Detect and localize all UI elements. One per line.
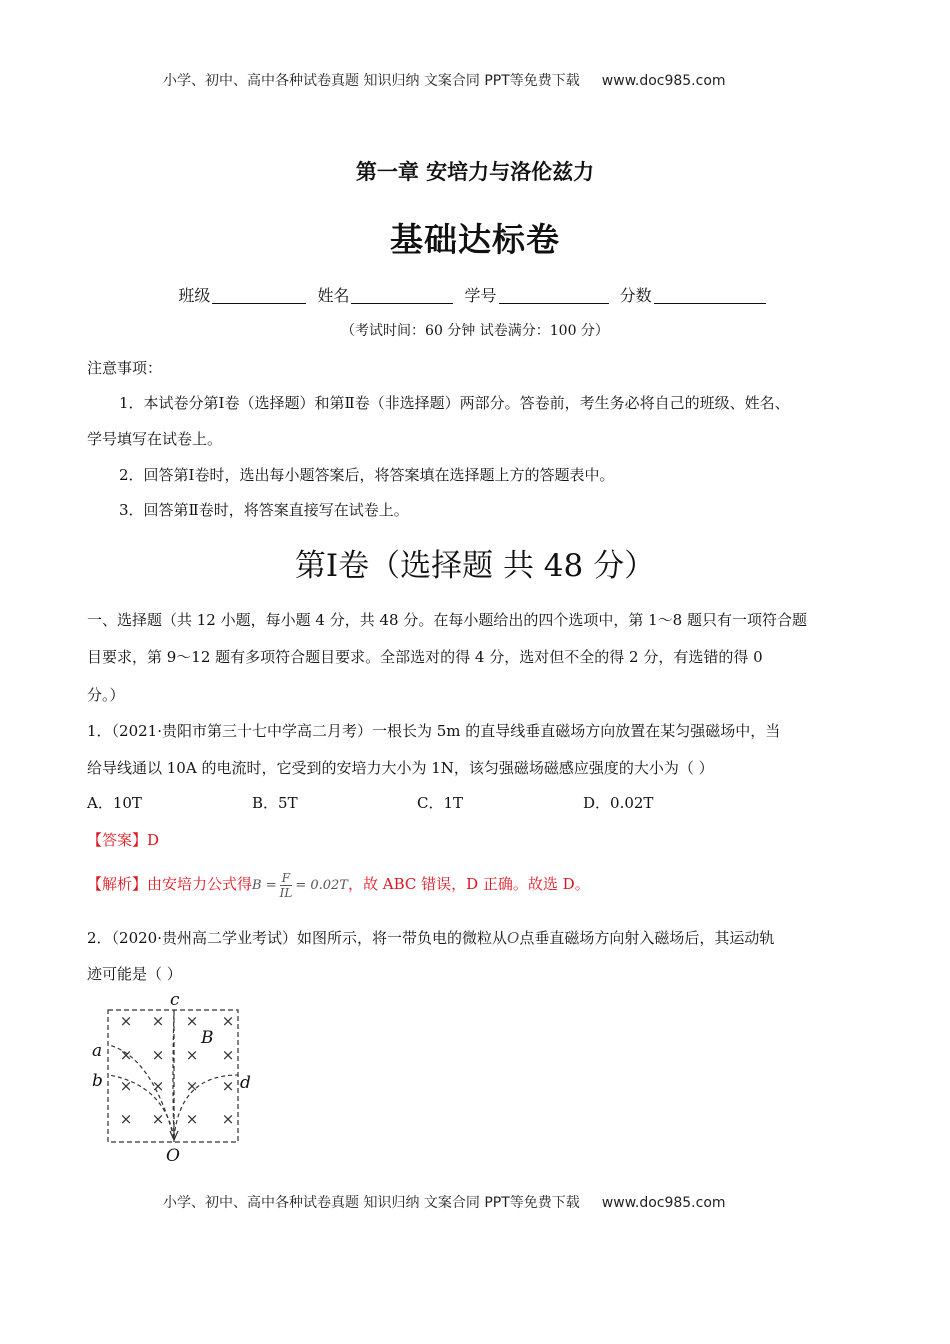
q1-option-d[interactable]: D．0.02T [583, 794, 654, 812]
q1-option-b[interactable]: B．5T [252, 794, 298, 812]
footer-text: 小学、初中、高中各种试卷真题 知识归纳 文案合同 PPT等免费下载 [163, 1195, 580, 1211]
note-3: 3．回答第Ⅱ卷时，将答案直接写在试卷上。 [119, 501, 409, 519]
page-footer [163, 1192, 726, 1212]
label-field-b: B [201, 1028, 214, 1048]
cross-mark: × [185, 1046, 199, 1064]
formula-lhs: B = [252, 878, 277, 893]
student-fields [0, 283, 950, 306]
analysis-suffix: ，故 ABC 错误，D 正确。故选 D。 [347, 875, 590, 893]
page-header [163, 70, 726, 90]
name-label: 姓名 [317, 286, 350, 305]
chapter-title: 第一章 安培力与洛伦兹力 [355, 159, 595, 184]
footer-site[interactable]: www.doc985.com [601, 1195, 726, 1211]
cross-mark: × [221, 1110, 235, 1128]
cross-mark: × [221, 1012, 235, 1030]
cross-mark: × [185, 1110, 199, 1128]
note-1b: 学号填写在试卷上。 [87, 430, 223, 448]
cross-mark: × [221, 1077, 235, 1095]
page-title: 基础达标卷 [390, 220, 560, 259]
cross-mark: × [185, 1012, 199, 1030]
note-1a: 1．本试卷分第Ⅰ卷（选择题）和第Ⅱ卷（非选择题）两部分。答卷前，考生务必将自己的班级、姓名、 [119, 394, 790, 412]
score-blank[interactable] [654, 287, 766, 304]
formula-fraction [280, 871, 293, 900]
cross-mark: × [119, 1110, 133, 1128]
instructions-line-2: 目要求，第 9～12 题有多项符合题目要求。全部选对的得 4 分，选对但不全的得 2 分，有选错的得 0 [87, 648, 763, 666]
q1-analysis [87, 866, 590, 902]
cross-mark: × [221, 1046, 235, 1064]
q1-line-1: 1．（2021·贵阳市第三十七中学高二月考）一根长为 5m 的直导线垂直磁场方向放置在某匀强磁场中，当 [87, 722, 781, 740]
section-title: 第Ⅰ卷（选择题 共 48 分） [294, 548, 656, 584]
magnetic-field-figure [80, 985, 280, 1170]
formula-denominator: IL [279, 885, 293, 900]
q2-point-o: O [507, 929, 520, 947]
q2-line-1-pre: 2．（2020·贵州高二学业考试）如图所示，将一带负电的微粒从 [87, 929, 507, 947]
instructions-line-1: 一、选择题（共 12 小题，每小题 4 分，共 48 分。在每小题给出的四个选项中，第 1～8 题只有一项符合题 [87, 611, 807, 629]
header-site[interactable]: www.doc985.com [601, 73, 726, 89]
class-blank[interactable] [212, 287, 306, 304]
cross-mark: × [151, 1077, 165, 1095]
cross-mark: × [151, 1046, 165, 1064]
q1-answer: 【答案】D [87, 831, 160, 849]
q2-line-1-post: 点垂直磁场方向射入磁场后，其运动轨 [519, 929, 775, 947]
label-a: a [92, 1041, 103, 1061]
q2-line-2: 迹可能是（ ） [87, 965, 182, 983]
notes-heading: 注意事项： [87, 359, 163, 377]
label-b: b [92, 1071, 103, 1091]
label-o: O [166, 1146, 180, 1166]
cross-mark: × [119, 1012, 133, 1030]
q2-line-1 [87, 927, 774, 948]
analysis-prefix: 【解析】由安培力公式得 [87, 875, 253, 893]
cross-mark: × [185, 1077, 199, 1095]
field-crosses [120, 1012, 235, 1128]
time-info: （考试时间：60 分钟 试卷满分：100 分） [341, 323, 609, 339]
formula-numerator: F [280, 871, 293, 886]
cross-mark: × [151, 1110, 165, 1128]
note-2: 2．回答第Ⅰ卷时，选出每小题答案后，将答案填在选择题上方的答题表中。 [119, 466, 615, 484]
q1-option-c[interactable]: C．1T [417, 794, 464, 812]
header-text: 小学、初中、高中各种试卷真题 知识归纳 文案合同 PPT等免费下载 [163, 73, 580, 89]
name-blank[interactable] [351, 287, 453, 304]
score-label: 分数 [619, 286, 652, 305]
label-c: c [170, 990, 180, 1010]
id-blank[interactable] [499, 287, 609, 304]
instructions-line-3: 分。） [87, 686, 125, 704]
q1-option-a[interactable]: A．10T [87, 794, 142, 812]
q1-line-2: 给导线通以 10A 的电流时，它受到的安培力大小为 1N，该匀强磁场磁感应强度的大小为（ ） [87, 759, 714, 777]
formula-rhs: = 0.02T [295, 878, 348, 893]
cross-mark: × [119, 1077, 133, 1095]
cross-mark: × [119, 1046, 133, 1064]
class-label: 班级 [178, 286, 211, 305]
label-d: d [240, 1073, 251, 1093]
cross-mark: × [151, 1012, 165, 1030]
id-label: 学号 [464, 286, 497, 305]
